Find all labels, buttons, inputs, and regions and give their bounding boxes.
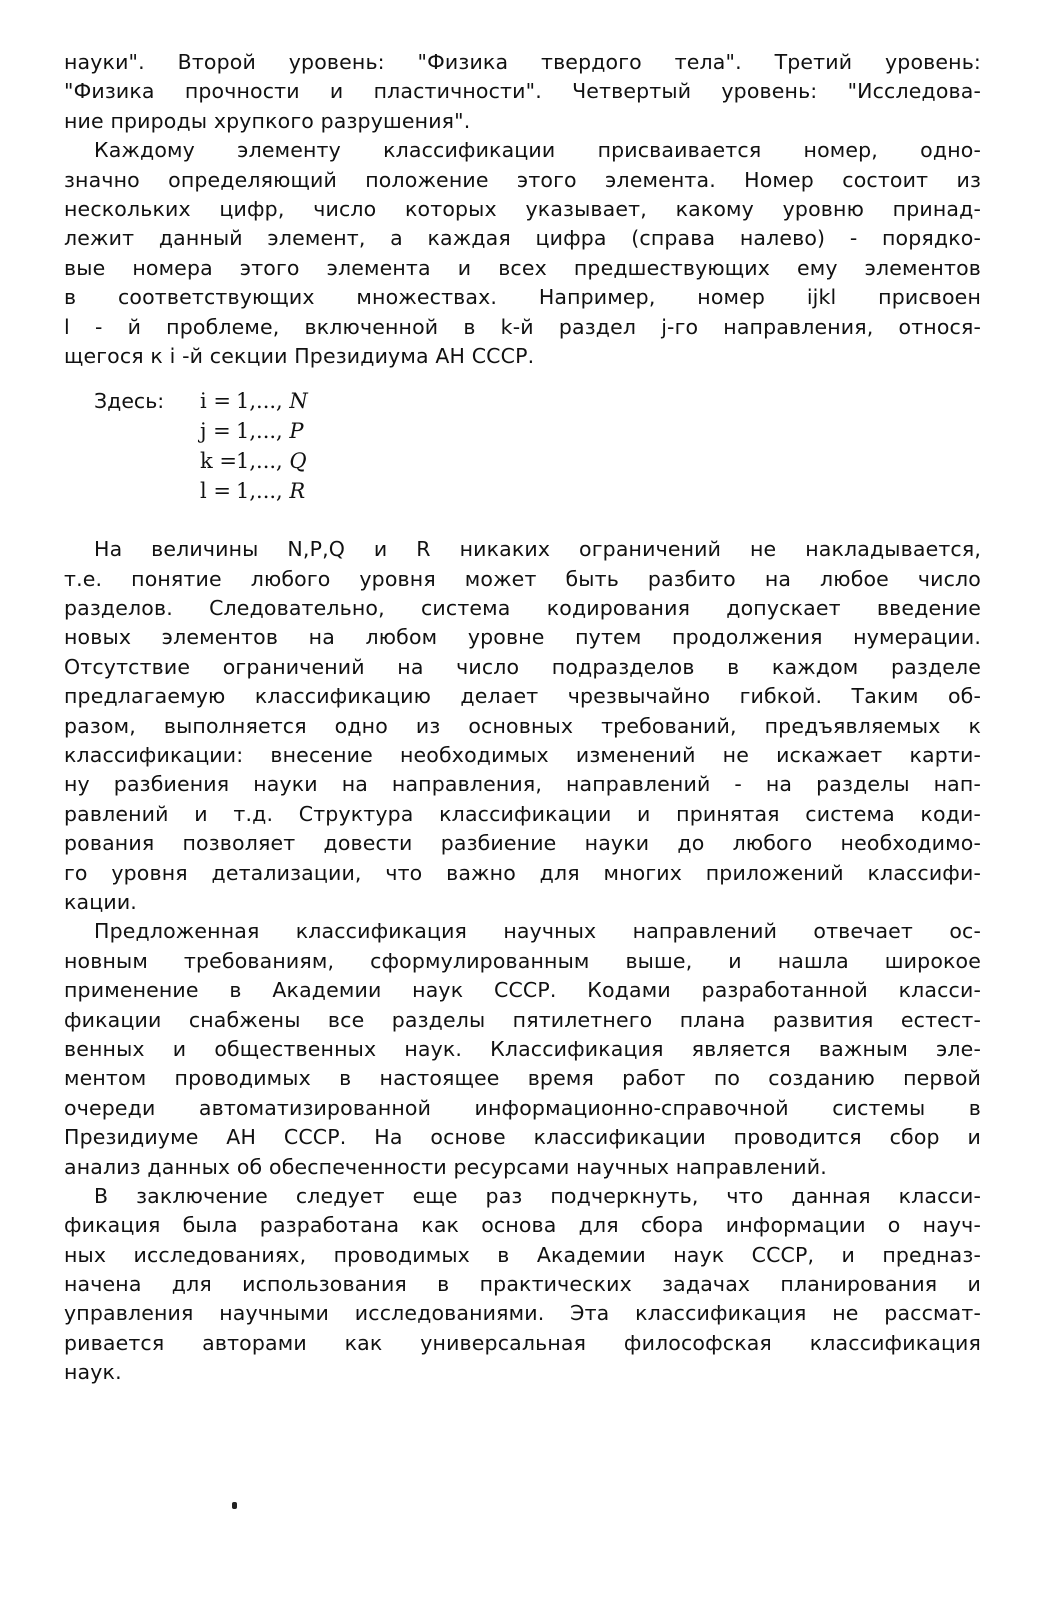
application-paragraph [64, 917, 981, 1182]
index-ranges-formula [64, 389, 981, 509]
text-line: ных исследованиях, проводимых в Академии наук СССР, и предназ- [64, 1242, 981, 1267]
text-line: Отсутствие ограничений на число подразделов в каждом разделе [64, 654, 981, 679]
text-line: ривается авторами как универсальная философская классификация [64, 1330, 981, 1355]
text-line: наук. [64, 1360, 122, 1385]
text-line: "Физика прочности и пластичности". Четвертый уровень: "Исследова- [64, 79, 981, 104]
text-line: лежит данный элемент, а каждая цифра (справа налево) - порядко- [64, 226, 981, 251]
text-line: применение в Академии наук СССР. Кодами разработанной класси- [64, 978, 981, 1003]
page-dot-mark [232, 1502, 237, 1509]
text-line: венных и общественных наук. Классификация является важным эле- [64, 1036, 981, 1061]
text-line: т.е. понятие любого уровня может быть разбито на любое число [64, 566, 981, 591]
text-line: На величины N,P,Q и R никаких ограничений не накладывается, [94, 537, 981, 562]
coding-paragraph [64, 136, 981, 371]
formula-var: R [289, 479, 306, 504]
text-line: l - й проблеме, включенной в k-й раздел j-го направления, относя- [64, 314, 981, 339]
text-line: анализ данных об обеспеченности ресурсами научных направлений. [64, 1154, 827, 1179]
text-line: ну разбиения науки на направления, направлений - на разделы нап- [64, 772, 981, 797]
text-line: предлагаемую классификацию делает чрезвычайно гибкой. Таким об- [64, 684, 981, 709]
formula-var: Q [289, 449, 307, 474]
text-line: фикации снабжены все разделы пятилетнего плана развития естест- [64, 1007, 981, 1032]
text-line: разделов. Следовательно, система кодирования допускает введение [64, 596, 981, 621]
formula-lhs: i = [200, 389, 231, 414]
formula-rhs: 1,..., [236, 449, 290, 474]
text-line: го уровня детализации, что важно для многих приложений классифи- [64, 860, 981, 885]
text-line: в соответствующих множествах. Например, номер ijkl присвоен [64, 285, 981, 310]
text-line: ментом проводимых в настоящее время работ по созданию первой [64, 1066, 981, 1091]
text-line: ние природы хрупкого разрушения". [64, 108, 471, 133]
text-line: вые номера этого элемента и всех предшествующих ему элементов [64, 255, 981, 280]
text-line: управления научными исследованиями. Эта классификация не рассмат- [64, 1301, 981, 1326]
formula-lhs: j = [200, 419, 231, 444]
formula-row [200, 449, 307, 473]
conclusion-paragraph [64, 1182, 981, 1388]
text-line: новным требованиям, сформулированным выше, и нашла широкое [64, 948, 981, 973]
text-line: фикация была разработана как основа для сбора информации о науч- [64, 1213, 981, 1238]
text-line: очереди автоматизированной информационно-справочной системы в [64, 1095, 981, 1120]
text-line: щегося к i -й секции Президиума АН СССР. [64, 343, 535, 368]
text-line: начена для использования в практических задачах планирования и [64, 1272, 981, 1297]
formula-row [200, 479, 305, 503]
text-line: классификации: внесение необходимых изменений не искажает карти- [64, 743, 981, 768]
formula-rhs: 1,..., [236, 419, 290, 444]
formula-lhs: k = [200, 449, 237, 474]
formula-rhs: 1,..., [236, 479, 290, 504]
formula-row [200, 419, 304, 443]
formula-row [200, 389, 308, 413]
text-line: Каждому элементу классификации присваивается номер, одно- [94, 138, 981, 163]
text-line: Президиуме АН СССР. На основе классификации проводится сбор и [64, 1125, 981, 1150]
text-line: науки". Второй уровень: "Физика твердого тела". Третий уровень: [64, 50, 981, 74]
intro-paragraph [64, 48, 981, 136]
text-line: Предложенная классификация научных направлений отвечает ос- [94, 919, 981, 944]
formula-lhs: l = [200, 479, 231, 504]
formula-label: Здесь: [94, 389, 165, 414]
text-line: кации. [64, 889, 137, 914]
limits-paragraph [64, 535, 981, 917]
formula-var: N [289, 389, 308, 414]
formula-var: P [289, 419, 304, 444]
text-line: нескольких цифр, число которых указывает, какому уровню принад- [64, 196, 981, 221]
text-line: В заключение следует еще раз подчеркнуть, что данная класси- [94, 1183, 981, 1208]
text-line: равлений и т.д. Структура классификации и принятая система коди- [64, 801, 981, 826]
text-line: значно определяющий положение этого элемента. Номер состоит из [64, 167, 981, 192]
text-line: новых элементов на любом уровне путем продолжения нумерации. [64, 625, 981, 650]
text-line: рования позволяет довести разбиение науки до любого необходимо- [64, 831, 981, 856]
formula-rhs: 1,..., [236, 389, 290, 414]
text-line: разом, выполняется одно из основных требований, предъявляемых к [64, 713, 981, 738]
